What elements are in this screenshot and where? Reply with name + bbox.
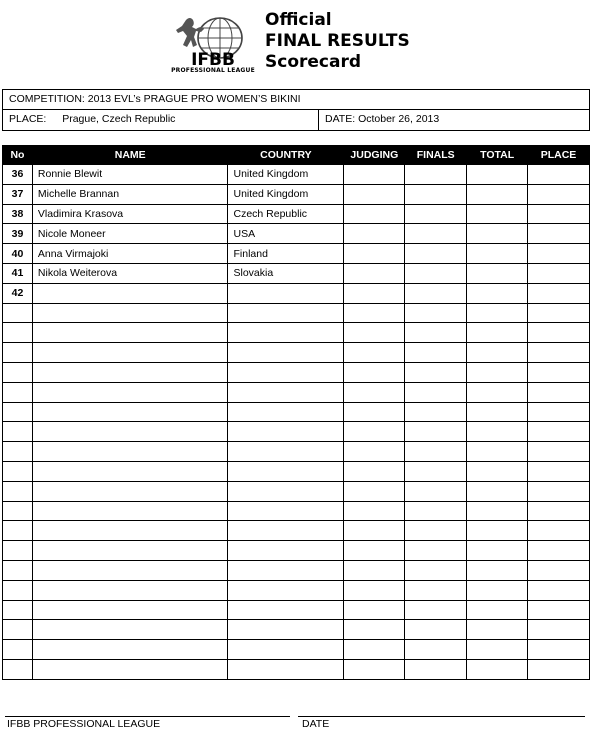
table-row [3, 620, 590, 640]
cell-country [228, 402, 344, 422]
cell-no [3, 620, 33, 640]
place-value: Prague, Czech Republic [62, 113, 176, 125]
competition-row [3, 90, 589, 110]
cell-country [228, 560, 344, 580]
table-row [3, 600, 590, 620]
document-title [265, 10, 410, 73]
cell-place [528, 521, 590, 541]
cell-judging [344, 402, 405, 422]
table-row [3, 442, 590, 462]
cell-place [528, 461, 590, 481]
cell-no [3, 560, 33, 580]
cell-no [3, 580, 33, 600]
cell-judging [344, 184, 405, 204]
cell-judging [344, 303, 405, 323]
cell-judging [344, 600, 405, 620]
cell-judging [344, 323, 405, 343]
date-label: DATE: [325, 113, 356, 125]
cell-finals [405, 461, 467, 481]
cell-country [228, 481, 344, 501]
cell-place [528, 560, 590, 580]
cell-place [528, 244, 590, 264]
cell-total [467, 580, 528, 600]
cell-country [228, 521, 344, 541]
cell-name [32, 600, 228, 620]
cell-country [228, 501, 344, 521]
col-header-no: No [3, 146, 33, 165]
cell-finals [405, 362, 467, 382]
cell-place [528, 422, 590, 442]
cell-finals [405, 600, 467, 620]
cell-finals [405, 204, 467, 224]
table-row [3, 224, 590, 244]
logo-ifbb-text: IFBB [191, 50, 235, 70]
cell-total [467, 303, 528, 323]
cell-place [528, 600, 590, 620]
cell-finals [405, 521, 467, 541]
cell-name [32, 382, 228, 402]
cell-total [467, 263, 528, 283]
cell-country [228, 422, 344, 442]
cell-name: Michelle Brannan [32, 184, 228, 204]
cell-place [528, 283, 590, 303]
cell-place [528, 501, 590, 521]
table-row [3, 481, 590, 501]
cell-country [228, 343, 344, 363]
table-row [3, 560, 590, 580]
cell-judging [344, 422, 405, 442]
cell-total [467, 362, 528, 382]
cell-place [528, 382, 590, 402]
cell-judging [344, 659, 405, 679]
cell-name [32, 580, 228, 600]
cell-total [467, 560, 528, 580]
cell-judging [344, 560, 405, 580]
cell-total [467, 541, 528, 561]
cell-finals [405, 263, 467, 283]
cell-country: United Kingdom [228, 165, 344, 185]
cell-country [228, 303, 344, 323]
cell-judging [344, 204, 405, 224]
cell-no [3, 600, 33, 620]
title-line-scorecard: Scorecard [265, 52, 362, 72]
cell-total [467, 620, 528, 640]
cell-country [228, 283, 344, 303]
cell-no: 42 [3, 283, 33, 303]
place-label: PLACE: [9, 113, 47, 125]
cell-name [32, 461, 228, 481]
cell-name [32, 303, 228, 323]
cell-judging [344, 244, 405, 264]
cell-place [528, 640, 590, 660]
cell-name [32, 362, 228, 382]
cell-finals [405, 184, 467, 204]
cell-name: Anna Virmajoki [32, 244, 228, 264]
date-value: October 26, 2013 [358, 113, 440, 125]
table-row [3, 501, 590, 521]
table-row [3, 580, 590, 600]
cell-judging [344, 521, 405, 541]
cell-judging [344, 580, 405, 600]
cell-name [32, 560, 228, 580]
cell-place [528, 323, 590, 343]
cell-judging [344, 224, 405, 244]
cell-no [3, 521, 33, 541]
cell-no: 40 [3, 244, 33, 264]
cell-country [228, 580, 344, 600]
col-header-place: PLACE [528, 146, 590, 165]
cell-judging [344, 165, 405, 185]
cell-total [467, 343, 528, 363]
cell-place [528, 442, 590, 462]
cell-place [528, 580, 590, 600]
cell-judging [344, 382, 405, 402]
cell-place [528, 541, 590, 561]
cell-total [467, 283, 528, 303]
cell-no [3, 481, 33, 501]
table-row [3, 343, 590, 363]
cell-country: Czech Republic [228, 204, 344, 224]
cell-country [228, 323, 344, 343]
table-row [3, 541, 590, 561]
cell-total [467, 600, 528, 620]
table-row [3, 402, 590, 422]
cell-name [32, 481, 228, 501]
cell-judging [344, 442, 405, 462]
cell-no: 41 [3, 263, 33, 283]
cell-judging [344, 640, 405, 660]
place-cell [3, 110, 319, 130]
cell-no [3, 501, 33, 521]
cell-place [528, 165, 590, 185]
cell-judging [344, 263, 405, 283]
cell-judging [344, 283, 405, 303]
cell-no [3, 343, 33, 363]
cell-total [467, 382, 528, 402]
table-row [3, 461, 590, 481]
cell-place [528, 402, 590, 422]
col-header-total: TOTAL [467, 146, 528, 165]
cell-name: Ronnie Blewit [32, 165, 228, 185]
cell-judging [344, 362, 405, 382]
cell-finals [405, 659, 467, 679]
title-line-official: Official [265, 10, 332, 30]
cell-total [467, 422, 528, 442]
cell-name: Nikola Weiterova [32, 263, 228, 283]
cell-total [467, 481, 528, 501]
cell-finals [405, 560, 467, 580]
date-signature-line [298, 716, 585, 717]
cell-place [528, 224, 590, 244]
league-signature-line [5, 716, 290, 717]
cell-country [228, 640, 344, 660]
cell-finals [405, 244, 467, 264]
date-signature-label: DATE [302, 718, 330, 730]
cell-name [32, 659, 228, 679]
cell-judging [344, 343, 405, 363]
cell-finals [405, 481, 467, 501]
cell-name [32, 521, 228, 541]
cell-judging [344, 501, 405, 521]
cell-total [467, 244, 528, 264]
cell-finals [405, 303, 467, 323]
cell-name [32, 541, 228, 561]
cell-country [228, 442, 344, 462]
cell-finals [405, 382, 467, 402]
cell-no [3, 541, 33, 561]
cell-name: Nicole Moneer [32, 224, 228, 244]
cell-country [228, 362, 344, 382]
place-date-row [3, 110, 589, 130]
cell-total [467, 402, 528, 422]
table-row [3, 244, 590, 264]
cell-finals [405, 640, 467, 660]
cell-place [528, 303, 590, 323]
cell-finals [405, 580, 467, 600]
table-row [3, 521, 590, 541]
cell-finals [405, 224, 467, 244]
cell-country [228, 461, 344, 481]
results-table [2, 145, 590, 680]
cell-no [3, 402, 33, 422]
table-row [3, 422, 590, 442]
cell-no [3, 640, 33, 660]
cell-finals [405, 501, 467, 521]
cell-judging [344, 620, 405, 640]
cell-place [528, 263, 590, 283]
cell-place [528, 184, 590, 204]
cell-no: 37 [3, 184, 33, 204]
cell-no [3, 461, 33, 481]
cell-no [3, 422, 33, 442]
cell-country: Slovakia [228, 263, 344, 283]
cell-country [228, 382, 344, 402]
cell-country [228, 600, 344, 620]
cell-no: 38 [3, 204, 33, 224]
table-row [3, 659, 590, 679]
table-row [3, 640, 590, 660]
cell-total [467, 165, 528, 185]
table-row [3, 323, 590, 343]
cell-no [3, 659, 33, 679]
cell-country: Finland [228, 244, 344, 264]
cell-finals [405, 541, 467, 561]
table-row [3, 303, 590, 323]
cell-name [32, 442, 228, 462]
table-header-row [3, 146, 590, 165]
col-header-finals: FINALS [405, 146, 467, 165]
title-line-final-results: FINAL RESULTS [265, 31, 410, 51]
cell-total [467, 521, 528, 541]
cell-total [467, 204, 528, 224]
cell-place [528, 481, 590, 501]
cell-total [467, 184, 528, 204]
competition-label: COMPETITION: [9, 93, 85, 105]
table-row [3, 283, 590, 303]
cell-no [3, 323, 33, 343]
cell-finals [405, 442, 467, 462]
cell-no [3, 382, 33, 402]
cell-finals [405, 323, 467, 343]
cell-place [528, 620, 590, 640]
ifbb-logo [168, 14, 258, 76]
col-header-name: NAME [32, 146, 228, 165]
league-signature-label: IFBB PROFESSIONAL LEAGUE [7, 718, 161, 730]
cell-total [467, 461, 528, 481]
cell-finals [405, 343, 467, 363]
cell-total [467, 442, 528, 462]
cell-place [528, 204, 590, 224]
cell-finals [405, 283, 467, 303]
competition-value: 2013 EVL’s PRAGUE PRO WOMEN’S BIKINI [87, 93, 301, 105]
cell-no [3, 362, 33, 382]
cell-judging [344, 461, 405, 481]
col-header-country: COUNTRY [228, 146, 344, 165]
cell-no: 36 [3, 165, 33, 185]
cell-place [528, 659, 590, 679]
cell-total [467, 224, 528, 244]
cell-name [32, 283, 228, 303]
table-row [3, 362, 590, 382]
cell-finals [405, 620, 467, 640]
cell-total [467, 659, 528, 679]
cell-total [467, 640, 528, 660]
col-header-judging: JUDGING [344, 146, 405, 165]
cell-country: USA [228, 224, 344, 244]
cell-name [32, 640, 228, 660]
table-row [3, 204, 590, 224]
cell-finals [405, 402, 467, 422]
competition-info [2, 89, 590, 131]
cell-no: 39 [3, 224, 33, 244]
cell-country: United Kingdom [228, 184, 344, 204]
cell-name [32, 343, 228, 363]
cell-finals [405, 422, 467, 442]
cell-judging [344, 541, 405, 561]
cell-finals [405, 165, 467, 185]
cell-no [3, 442, 33, 462]
cell-name: Vladimira Krasova [32, 204, 228, 224]
table-row [3, 184, 590, 204]
date-cell [319, 110, 439, 130]
cell-name [32, 620, 228, 640]
cell-total [467, 323, 528, 343]
cell-name [32, 402, 228, 422]
cell-place [528, 343, 590, 363]
cell-no [3, 303, 33, 323]
table-row [3, 165, 590, 185]
cell-name [32, 422, 228, 442]
table-row [3, 263, 590, 283]
cell-country [228, 659, 344, 679]
cell-total [467, 501, 528, 521]
cell-place [528, 362, 590, 382]
cell-country [228, 620, 344, 640]
cell-country [228, 541, 344, 561]
cell-judging [344, 481, 405, 501]
cell-name [32, 323, 228, 343]
logo-pro-league-text: PROFESSIONAL LEAGUE [171, 67, 255, 74]
table-row [3, 382, 590, 402]
cell-name [32, 501, 228, 521]
